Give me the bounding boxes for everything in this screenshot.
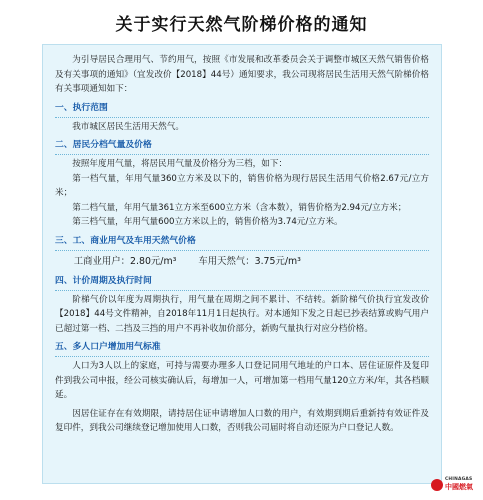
section-3-heading: 三、工、商业用气及车用天然气价格	[55, 235, 196, 246]
section-1-text: 我市城区居民生活用天然气。	[72, 121, 184, 132]
section-divider	[55, 290, 429, 291]
section-4-heading: 四、计价周期及执行时间	[55, 275, 152, 286]
tier-2-text: 第二档气量，年用气量361立方米至600立方米（含本数），销售价格为2.94元/立方米；	[72, 202, 407, 213]
section-divider	[55, 250, 429, 251]
chinagas-logo	[431, 476, 477, 494]
section-divider	[55, 356, 429, 357]
tier-1-text: 第一档气量，年用气量360立方米及以下的，销售价格为现行居民生活用气价格2.67元/立方米；	[55, 173, 429, 198]
notice-title: 关于实行天然气阶梯价格的通知	[115, 15, 368, 35]
intro-paragraph: 为引导居民合理用气、节约用气，按照《市发展和改革委员会关于调整市城区天然气销售价格及有关事项的通知》（宜发改价【2018】44号）通知要求，我公司现将居民生活用天然气阶梯价格有关事项通知如下：	[55, 55, 429, 94]
section-5-text-2: 因居住证存在有效期限，请持居住证申请增加人口数的用户，有效期到期后重新持有效证件及复印件，到我公司继续登记增加使用人口数，否则我公司届时将自动还原为户口登记人数。	[55, 408, 429, 433]
section-5-text-1: 人口为3人以上的家庭，可持与需要办理多人口登记同用气地址的户口本、居住证原件及复印件到我公司申报，经公司核实确认后，每增加一人，可增加第一档用气量120立方米/年，其各档顺延。	[55, 361, 429, 400]
tier-3-text: 第三档气量，年用气量600立方米以上的，销售价格为3.74元/立方米。	[72, 217, 343, 227]
section-5-heading: 五、多人口户增加用气标准	[55, 342, 161, 352]
section-divider	[55, 154, 429, 155]
vehicle-gas-price: 车用天然气：3.75元/m³	[198, 255, 301, 267]
section-divider	[55, 117, 429, 118]
section-4-text: 阶梯气价以年度为周期执行，用气量在周期之间不累计、不结转。新阶梯气价执行宜发改价【2018】44号文件精神，自2018年11月1日起执行。对本通知下发之日起已抄表结算或购气用户已超过第一档、二挡及三挡的用户不再补收加价部分，新购气量执行对应分档价格。	[55, 294, 429, 334]
notice-body	[42, 44, 442, 484]
section-2-heading: 二、居民分档气量及价格	[55, 140, 152, 150]
logo-text-en: CHINAGAS	[445, 477, 473, 482]
business-prices	[55, 253, 429, 270]
flame-logo-icon	[431, 479, 443, 491]
logo-text-cn: 中國燃氣	[445, 483, 473, 491]
commercial-price: 工商业用户：2.80元/m³	[73, 255, 177, 267]
section-1-heading: 一、执行范围	[55, 102, 108, 113]
section-2-text: 按照年度用气量，将居民用气量及价格分为三档，如下：	[72, 159, 288, 169]
